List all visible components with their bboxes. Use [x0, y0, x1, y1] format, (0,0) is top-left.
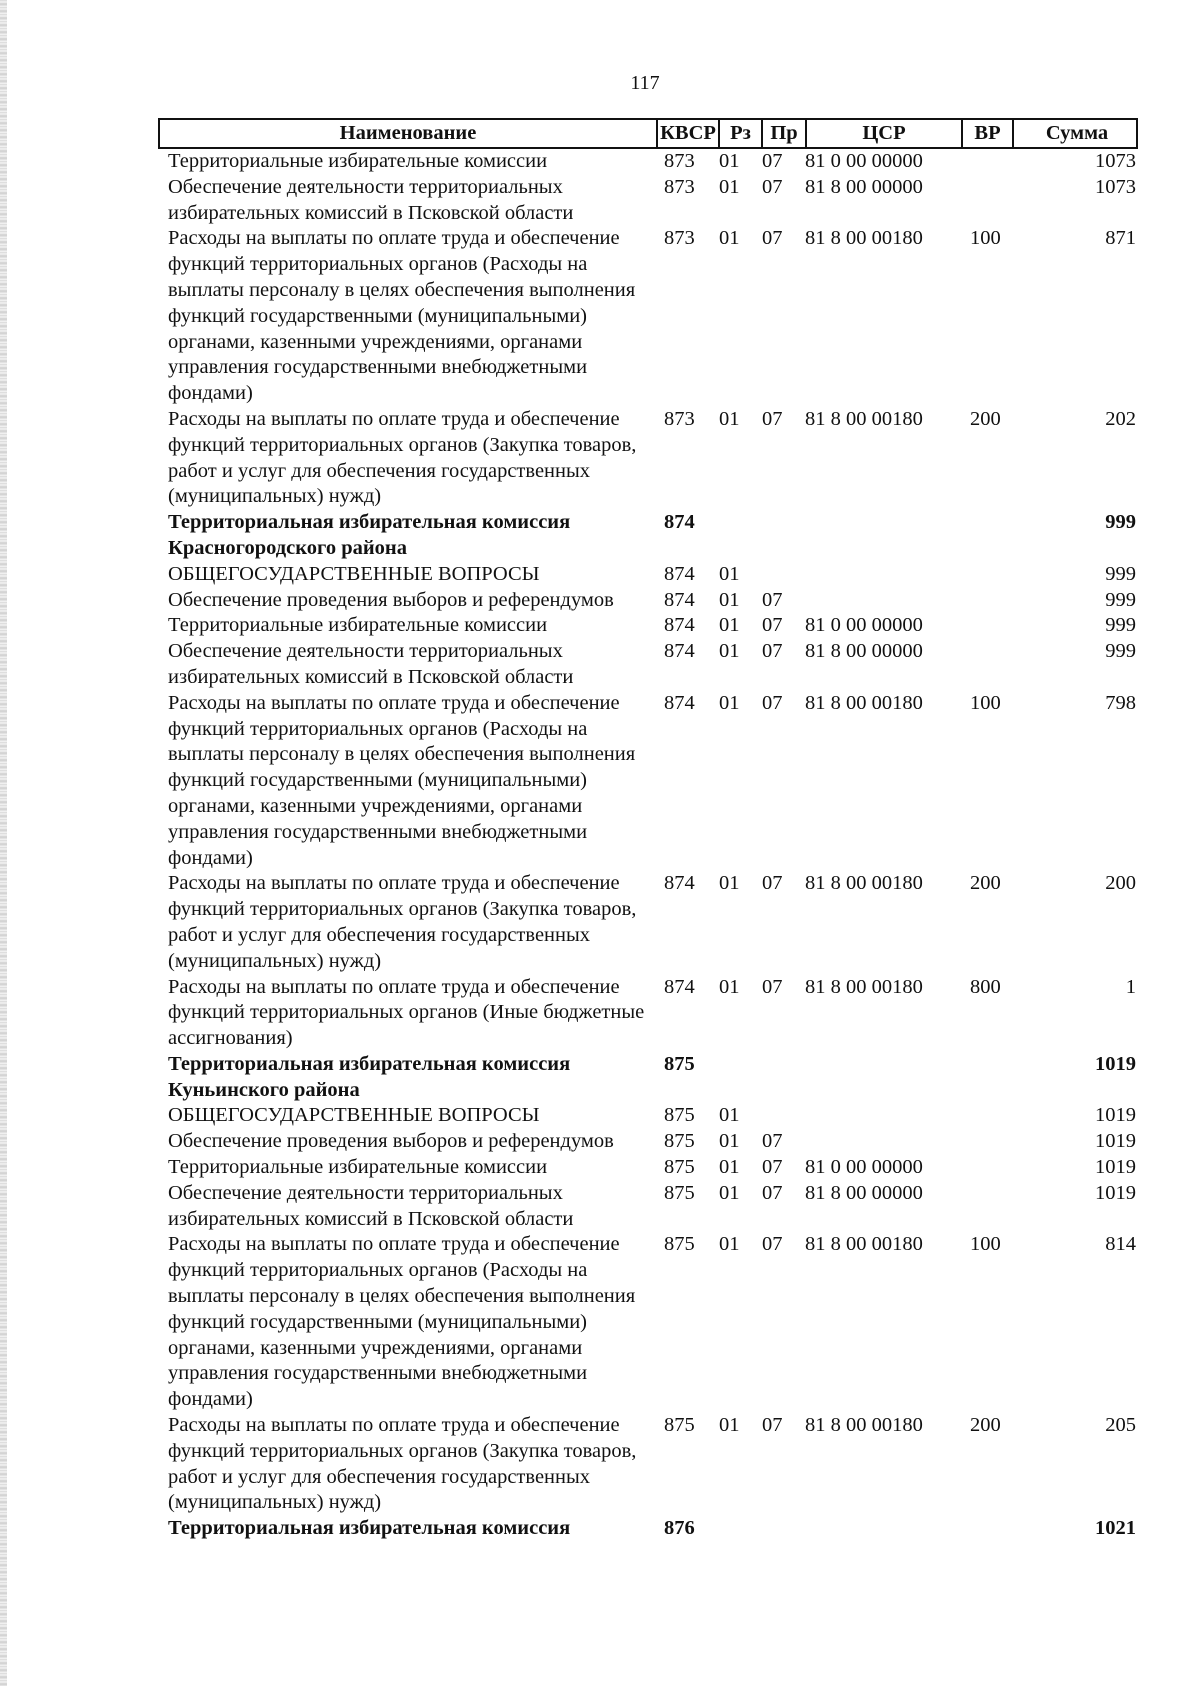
table-row: [158, 1516, 1138, 1542]
cell-csr: [805, 1516, 970, 1542]
cell-name: Обеспечение проведения выборов и референдумов: [168, 1130, 614, 1153]
cell-pr: 07: [762, 872, 783, 895]
cell-name: Расходы на выплаты по оплате труда и обеспечение функций территориальных органов (Закупка товаров, работ и услуг для обеспечения государственных (муниципальных) нужд): [168, 407, 637, 508]
cell-rz: 01: [719, 614, 740, 637]
cell-rz: [711, 1516, 760, 1542]
cell-csr: [805, 1129, 970, 1155]
cell-rz: [711, 1052, 760, 1104]
cell-sum: 205: [1105, 1414, 1136, 1437]
header-rz: Рз: [718, 120, 761, 147]
cell-csr: 81 8 00 00180: [805, 975, 923, 998]
cell-vr: [970, 510, 1020, 562]
cell-vr: [970, 1181, 1020, 1233]
cell-pr: 07: [762, 614, 783, 637]
cell-kvsr: 874: [664, 588, 695, 611]
cell-vr: 200: [970, 872, 1001, 895]
cell-rz: 01: [719, 691, 740, 714]
cell-pr: 07: [762, 640, 783, 663]
cell-vr: 100: [970, 1233, 1001, 1256]
cell-rz: 01: [719, 407, 740, 430]
cell-rz: 01: [719, 588, 740, 611]
cell-pr: 07: [762, 175, 783, 198]
cell-sum: 814: [1105, 1233, 1136, 1256]
cell-vr: [970, 562, 1020, 588]
cell-pr: [760, 510, 805, 562]
table-body: [158, 149, 1138, 1542]
cell-rz: 01: [719, 1233, 740, 1256]
table-row: [158, 226, 1138, 407]
cell-pr: 07: [762, 1181, 783, 1204]
cell-rz: 01: [719, 227, 740, 250]
row-indent: [158, 1232, 168, 1413]
cell-name: Расходы на выплаты по оплате труда и обеспечение функций территориальных органов (Иные бюджетные ассигнования): [168, 975, 645, 1050]
row-indent: [158, 588, 168, 614]
cell-vr: 200: [970, 1414, 1001, 1437]
scan-edge-artifact: [0, 0, 7, 1686]
cell-csr: 81 8 00 00000: [805, 175, 923, 198]
cell-kvsr: 873: [664, 150, 695, 172]
cell-pr: 07: [762, 1233, 783, 1256]
row-indent: [158, 691, 168, 872]
cell-csr: 81 8 00 00180: [805, 872, 923, 895]
cell-name: Территориальные избирательные комиссии: [168, 614, 548, 637]
row-indent: [158, 613, 168, 639]
row-indent: [158, 1516, 168, 1542]
row-indent: [158, 510, 168, 562]
cell-sum: 1019: [1095, 1181, 1136, 1204]
header-vr: ВР: [961, 120, 1012, 147]
cell-sum: 871: [1105, 227, 1136, 250]
cell-sum: 1073: [1095, 150, 1136, 172]
row-indent: [158, 175, 168, 227]
header-sum: Сумма: [1012, 120, 1140, 147]
row-indent: [158, 1413, 168, 1516]
cell-vr: [970, 175, 1020, 227]
cell-pr: 07: [762, 1414, 783, 1437]
cell-sum: 999: [1105, 640, 1136, 663]
cell-sum: 202: [1105, 407, 1136, 430]
table-row: [158, 1052, 1138, 1104]
header-kvsr: КВСР: [656, 120, 718, 147]
budget-table: [158, 118, 1138, 1542]
cell-pr: 07: [762, 407, 783, 430]
cell-pr: 07: [762, 227, 783, 250]
cell-csr: [805, 1103, 970, 1129]
cell-sum: 999: [1105, 614, 1136, 637]
cell-pr: 07: [762, 1130, 783, 1153]
cell-vr: [970, 1129, 1020, 1155]
cell-csr: 81 0 00 00000: [805, 614, 923, 637]
cell-csr: [805, 588, 970, 614]
cell-kvsr: 874: [664, 872, 695, 895]
cell-vr: [970, 588, 1020, 614]
table-row: [158, 871, 1138, 974]
table-header: [158, 118, 1138, 149]
cell-kvsr: 874: [664, 511, 695, 534]
cell-rz: [711, 510, 760, 562]
cell-vr: 100: [970, 691, 1001, 714]
cell-kvsr: 873: [664, 175, 695, 198]
cell-sum: 999: [1105, 562, 1136, 585]
table-row: [158, 407, 1138, 510]
cell-name: Обеспечение деятельности территориальных избирательных комиссий в Псковской области: [168, 640, 574, 688]
row-indent: [158, 1181, 168, 1233]
cell-csr: 81 0 00 00000: [805, 1156, 923, 1179]
table-row: [158, 588, 1138, 614]
cell-pr: 07: [762, 588, 783, 611]
cell-csr: 81 8 00 00180: [805, 407, 923, 430]
table-row: [158, 1413, 1138, 1516]
row-indent: [158, 871, 168, 974]
cell-name: Обеспечение деятельности территориальных избирательных комиссий в Псковской области: [168, 175, 574, 224]
cell-rz: 01: [719, 1156, 740, 1179]
cell-vr: 800: [970, 975, 1001, 998]
table-row: [158, 1103, 1138, 1129]
row-indent: [158, 226, 168, 407]
cell-kvsr: 873: [664, 407, 695, 430]
cell-kvsr: 875: [664, 1052, 695, 1075]
cell-kvsr: 876: [664, 1517, 695, 1540]
cell-vr: [970, 1516, 1020, 1542]
cell-name: Территориальная избирательная комиссия Красногородского района: [168, 511, 571, 559]
row-indent: [158, 1103, 168, 1129]
cell-pr: [760, 1052, 805, 1104]
table-row: [158, 510, 1138, 562]
cell-name: Территориальная избирательная комиссия: [168, 1517, 571, 1540]
cell-pr: [760, 1516, 805, 1542]
cell-rz: 01: [719, 1181, 740, 1204]
cell-csr: [805, 510, 970, 562]
row-indent: [158, 975, 168, 1052]
cell-vr: 200: [970, 407, 1001, 430]
cell-name: ОБЩЕГОСУДАРСТВЕННЫЕ ВОПРОСЫ: [168, 1104, 540, 1127]
table-row: [158, 562, 1138, 588]
cell-pr: [760, 562, 805, 588]
cell-pr: [760, 1103, 805, 1129]
cell-sum: 999: [1105, 588, 1136, 611]
cell-kvsr: 874: [664, 640, 695, 663]
cell-rz: 01: [719, 562, 740, 585]
cell-vr: [970, 149, 1020, 175]
cell-name: Расходы на выплаты по оплате труда и обеспечение функций территориальных органов (Закупка товаров, работ и услуг для обеспечения государственных (муниципальных) нужд): [168, 1414, 637, 1514]
cell-kvsr: 874: [664, 975, 695, 998]
cell-kvsr: 874: [664, 614, 695, 637]
cell-sum: 1019: [1095, 1104, 1136, 1127]
cell-kvsr: 875: [664, 1233, 695, 1256]
cell-kvsr: 874: [664, 562, 695, 585]
cell-sum: 999: [1105, 511, 1136, 534]
cell-csr: 81 8 00 00180: [805, 1233, 923, 1256]
cell-sum: 1019: [1095, 1156, 1136, 1179]
cell-name: ОБЩЕГОСУДАРСТВЕННЫЕ ВОПРОСЫ: [168, 562, 540, 585]
cell-csr: 81 8 00 00180: [805, 1414, 923, 1437]
cell-kvsr: 875: [664, 1104, 695, 1127]
table-row: [158, 691, 1138, 872]
table-row: [158, 975, 1138, 1052]
page-number: 117: [630, 72, 660, 94]
cell-sum: 798: [1105, 691, 1136, 714]
table-row: [158, 1232, 1138, 1413]
cell-rz: 01: [719, 872, 740, 895]
cell-csr: 81 0 00 00000: [805, 150, 923, 172]
cell-csr: [805, 1052, 970, 1104]
cell-vr: [970, 1155, 1020, 1181]
cell-csr: 81 8 00 00180: [805, 691, 923, 714]
cell-csr: 81 8 00 00000: [805, 640, 923, 663]
cell-pr: 07: [762, 975, 783, 998]
cell-name: Расходы на выплаты по оплате труда и обеспечение функций территориальных органов (Расходы на выплаты персоналу в целях обеспечения выполнения функций государственными (муниципальными) органами, казенными учреждениями, органами управления государственными внебюджетными фондами): [168, 227, 636, 405]
cell-sum: 200: [1105, 872, 1136, 895]
cell-rz: 01: [719, 640, 740, 663]
row-indent: [158, 407, 168, 510]
row-indent: [158, 562, 168, 588]
cell-rz: 01: [719, 175, 740, 198]
header-name: Наименование: [339, 122, 477, 144]
cell-kvsr: 875: [664, 1130, 695, 1153]
cell-vr: 100: [970, 227, 1001, 250]
cell-sum: 1: [1125, 975, 1136, 998]
table-row: [158, 639, 1138, 691]
cell-name: Расходы на выплаты по оплате труда и обеспечение функций территориальных органов (Закупка товаров, работ и услуг для обеспечения государственных (муниципальных) нужд): [168, 872, 637, 972]
cell-sum: 1021: [1095, 1517, 1136, 1540]
cell-rz: 01: [719, 1104, 740, 1127]
cell-sum: 1019: [1095, 1130, 1136, 1153]
cell-name: Расходы на выплаты по оплате труда и обеспечение функций территориальных органов (Расходы на выплаты персоналу в целях обеспечения выполнения функций государственными (муниципальными) органами, казенными учреждениями, органами управления государственными внебюджетными фондами): [168, 1233, 636, 1411]
cell-name: Территориальная избирательная комиссия Куньинского района: [168, 1052, 571, 1101]
row-indent: [158, 149, 168, 175]
cell-kvsr: 874: [664, 691, 695, 714]
cell-pr: 07: [762, 1156, 783, 1179]
cell-name: Территориальные избирательные комиссии: [168, 1156, 548, 1179]
table-row: [158, 613, 1138, 639]
header-csr: ЦСР: [805, 120, 961, 147]
cell-kvsr: 875: [664, 1156, 695, 1179]
cell-vr: [970, 639, 1020, 691]
cell-name: Расходы на выплаты по оплате труда и обеспечение функций территориальных органов (Расходы на выплаты персоналу в целях обеспечения выполнения функций государственными (муниципальными) органами, казенными учреждениями, органами управления государственными внебюджетными фондами): [168, 691, 636, 869]
table-row: [158, 149, 1138, 175]
cell-rz: 01: [719, 975, 740, 998]
cell-csr: 81 8 00 00180: [805, 227, 923, 250]
cell-pr: 07: [762, 691, 783, 714]
table-row: [158, 175, 1138, 227]
cell-sum: 1073: [1095, 175, 1136, 198]
cell-rz: 01: [719, 150, 740, 172]
cell-kvsr: 873: [664, 227, 695, 250]
cell-csr: 81 8 00 00000: [805, 1181, 923, 1204]
row-indent: [158, 1129, 168, 1155]
cell-name: Территориальные избирательные комиссии: [168, 150, 548, 172]
cell-csr: [805, 562, 970, 588]
cell-pr: 07: [762, 150, 783, 172]
row-indent: [158, 1155, 168, 1181]
row-indent: [158, 1052, 168, 1104]
header-pr: Пр: [761, 120, 805, 147]
cell-rz: 01: [719, 1414, 740, 1437]
cell-vr: [970, 1103, 1020, 1129]
cell-kvsr: 875: [664, 1181, 695, 1204]
table-row: [158, 1129, 1138, 1155]
cell-name: Обеспечение деятельности территориальных избирательных комиссий в Псковской области: [168, 1181, 574, 1230]
row-indent: [158, 639, 168, 691]
cell-sum: 1019: [1095, 1052, 1136, 1075]
cell-name: Обеспечение проведения выборов и референдумов: [168, 588, 614, 611]
table-row: [158, 1155, 1138, 1181]
table-row: [158, 1181, 1138, 1233]
cell-vr: [970, 1052, 1020, 1104]
cell-kvsr: 875: [664, 1414, 695, 1437]
cell-vr: [970, 613, 1020, 639]
cell-rz: 01: [719, 1130, 740, 1153]
